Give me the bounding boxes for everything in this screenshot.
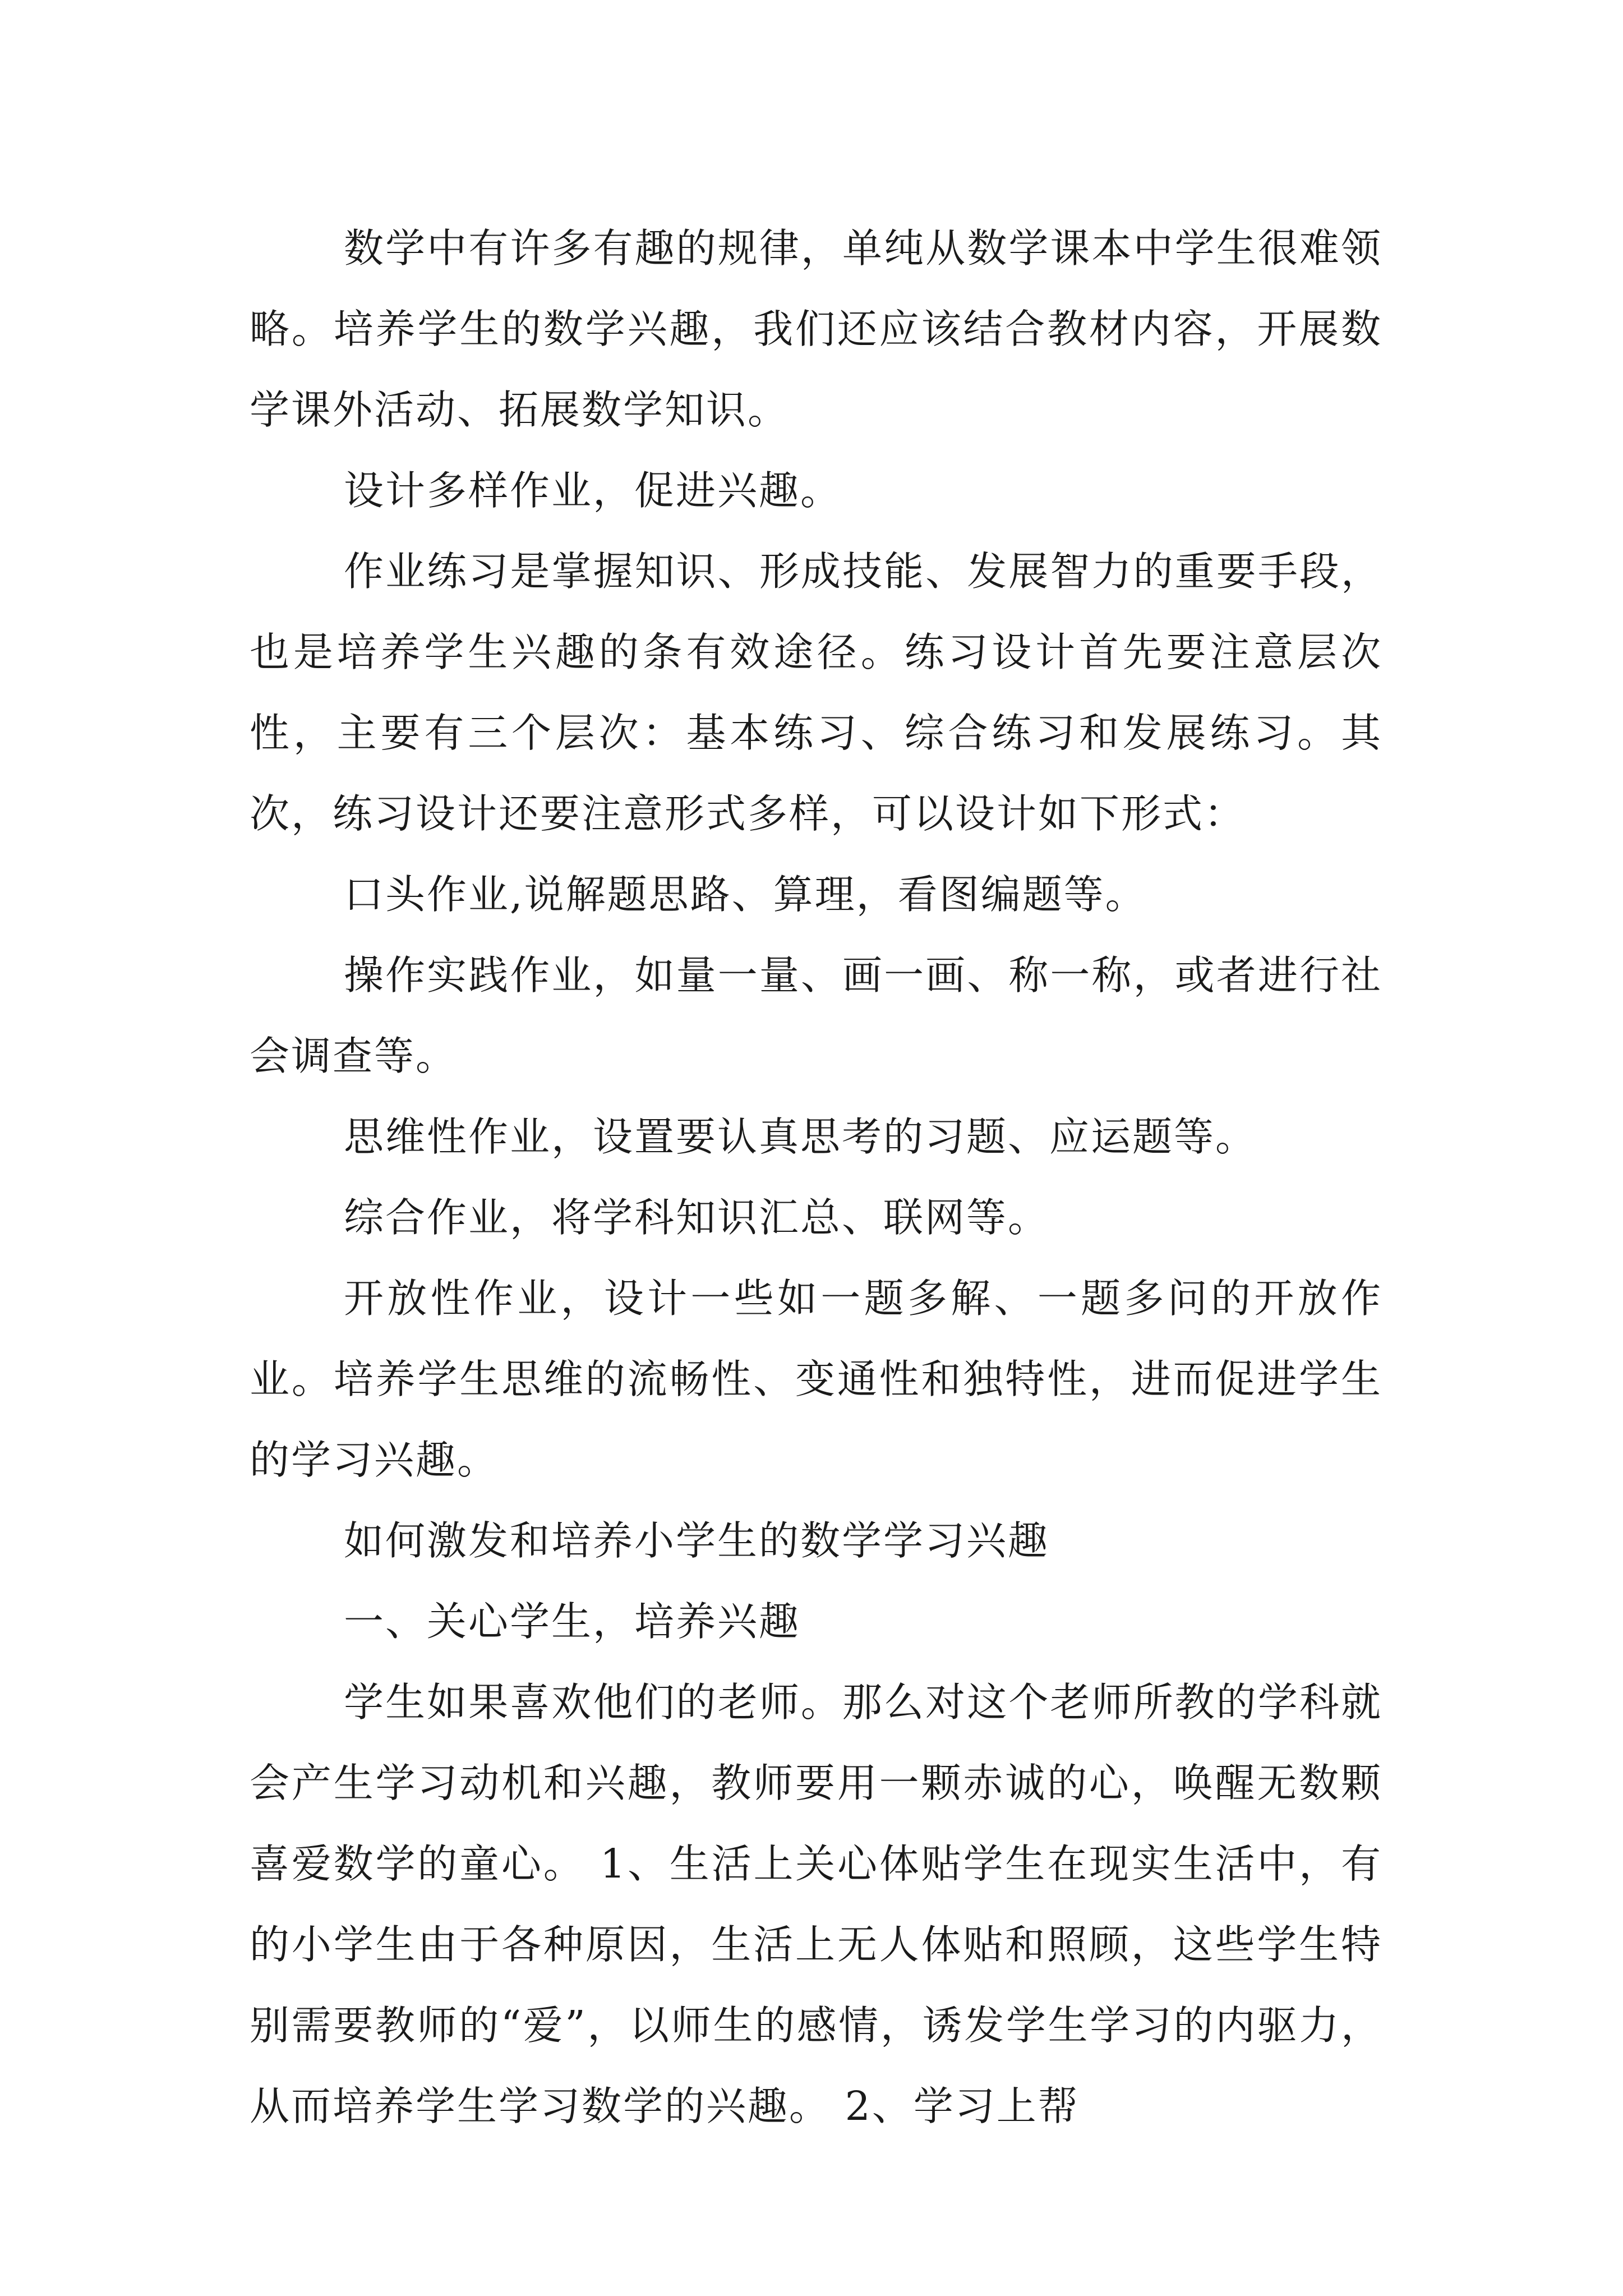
paragraph: 作业练习是掌握知识、形成技能、发展智力的重要手段，也是培养学生兴趣的条有效途径。练习设计首先要注意层次性，主要有三个层次：基本练习、综合练习和发展练习。其次，练习设计还要注意形式多样，可以设计如下形式： <box>250 548 1382 837</box>
paragraph: 设计多样作业，促进兴趣。 <box>344 467 842 514</box>
paragraph: 学生如果喜欢他们的老师。那么对这个老师所教的学科就会产生学习动机和兴趣，教师要用一颗赤诚的心，唤醒无数颗喜爱数学的童心。 1、生活上关心体贴学生在现实生活中，有的小学生由于各种原因，生活上无人体贴和照顾，这些学生特别需要教师的“爱”，以师生的感情，诱发学生学习的内驱力，从而培养学生学习数学的兴趣。 2、学习上帮 <box>250 1679 1382 2129</box>
paragraph: 思维性作业，设置要认真思考的习题、应运题等。 <box>344 1114 1257 1160</box>
paragraph: 数学中有许多有趣的规律，单纯从数学课本中学生很难领略。培养学生的数学兴趣，我们还应该结合教材内容，开展数学课外活动、拓展数学知识。 <box>250 225 1382 433</box>
section-heading: 一、关心学生，培养兴趣 <box>344 1598 801 1645</box>
paragraph: 口头作业,说解题思路、算理，看图编题等。 <box>344 871 1147 918</box>
section-title: 如何激发和培养小学生的数学学习兴趣 <box>344 1517 1050 1564</box>
paragraph: 开放性作业，设计一些如一题多解、一题多问的开放作业。培养学生思维的流畅性、变通性和独特性，进而促进学生的学习兴趣。 <box>250 1275 1382 1483</box>
paragraph: 综合作业，将学科知识汇总、联网等。 <box>344 1194 1050 1241</box>
paragraph: 操作实践作业，如量一量、画一画、称一称，或者进行社会调查等。 <box>250 952 1382 1079</box>
document-body <box>250 208 1382 2147</box>
